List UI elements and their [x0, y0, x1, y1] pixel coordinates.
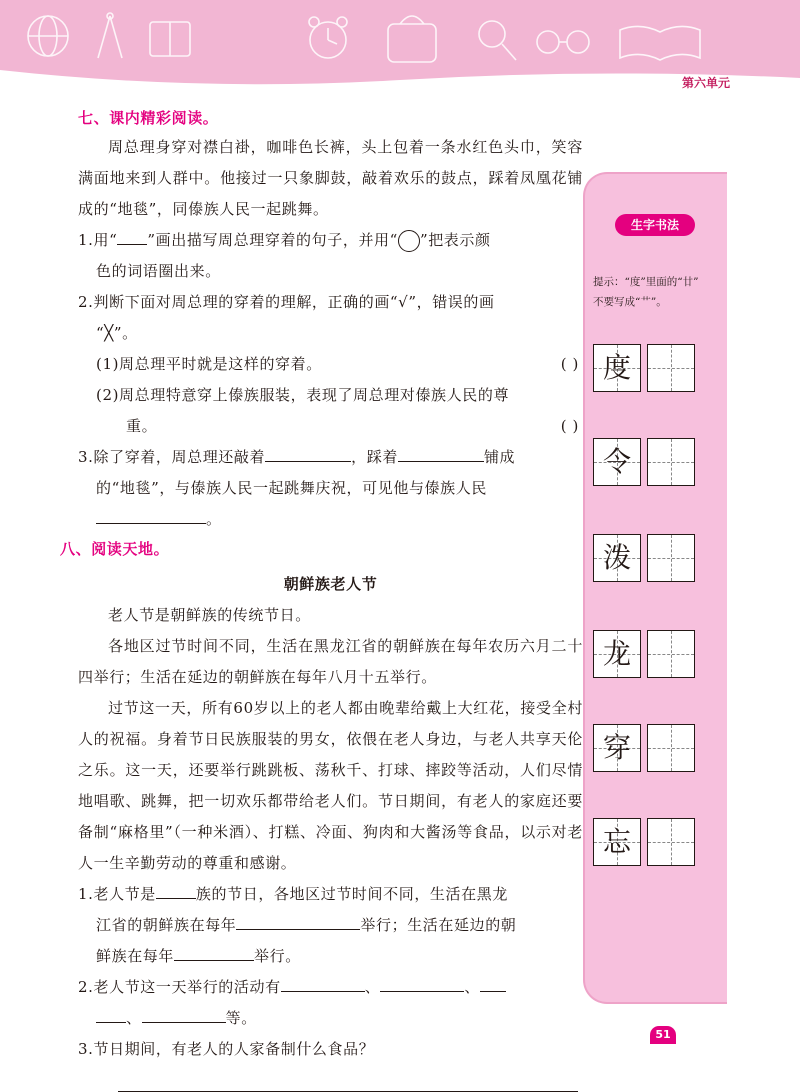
answer-blank[interactable]	[265, 443, 351, 462]
hint-line-1: 提示：“度”里面的“廿”	[593, 276, 699, 288]
article-title: 朝鲜族老人节	[283, 575, 378, 593]
article-paragraph: 过节这一天，所有60岁以上的老人都由晚辈给戴上大红花，接受全村人的祝福。身着节日民族服装的男女，依偎在老人身边，与老人共享天伦之乐。这一天，还要举行跳跳板、荡秋千、打球、摔跤等活动，人们尽情地唱歌、跳舞，把一切欢乐都带给老人们。节日期间，有老人的家庭还要备制“麻格里”（一种米酒）、打糕、冷面、狗肉和大酱汤等食品，以示对老人一生辛勤劳动的尊重和感谢。	[78, 699, 583, 872]
s7-q2-item-2-cont-text: 重。	[126, 417, 158, 435]
section-7-title: 七、课内精彩阅读。	[78, 109, 219, 127]
answer-blank[interactable]	[142, 1004, 226, 1023]
answer-line[interactable]	[118, 1065, 578, 1092]
s7-q3-text-b: ，踩着	[351, 448, 398, 466]
unit-label: 第六单元	[681, 76, 730, 90]
section-7-passage: 周总理身穿对襟白褂，咖啡色长裤，头上包着一条水红色头巾，笑容满面地来到人群中。他接过一只象脚鼓，敲着欢乐的鼓点，踩着凤凰花铺成的“地毯”，同傣族人民一起跳舞。	[78, 138, 583, 218]
model-char: 忘	[602, 825, 631, 858]
answer-blank[interactable]	[156, 880, 196, 899]
s7-q1-text-a: 1.用“	[78, 231, 118, 249]
s8-q1-text-a: 1.老人节是	[78, 885, 156, 903]
char-practice-row	[593, 630, 713, 680]
article-paragraph: 老人节是朝鲜族的传统节日。	[108, 606, 311, 624]
char-practice-row	[593, 534, 713, 584]
hint-line-2: 不要写成“艹”。	[593, 296, 667, 308]
globe-icon	[28, 16, 68, 56]
practice-cell[interactable]	[647, 344, 695, 392]
answer-blank[interactable]	[380, 973, 464, 992]
schoolbag-icon	[388, 16, 436, 62]
separator: 、	[364, 978, 381, 996]
s8-question-1	[78, 879, 583, 910]
s7-question-1	[78, 225, 583, 256]
main-content	[60, 104, 583, 1092]
model-char-cell	[593, 630, 641, 678]
s8-q1-text-d: 举行；生活在延边的朝	[360, 916, 517, 934]
separator: 、	[126, 1009, 142, 1027]
s7-q3-text-a: 3.除了穿着，周总理还敲着	[78, 448, 266, 466]
practice-cell[interactable]	[647, 818, 695, 866]
s8-question-3: 3.节日期间，有老人的人家备制什么食品？	[78, 1040, 375, 1058]
s7-q3-end-text: 。	[206, 510, 222, 528]
page-number: 51	[650, 1026, 676, 1044]
s8-q2-continued	[78, 1003, 583, 1034]
page-header	[0, 0, 800, 96]
answer-blank[interactable]	[480, 973, 506, 992]
answer-blank[interactable]	[236, 911, 360, 930]
s8-question-2	[78, 972, 583, 1003]
s7-q3-text-c: 铺成	[483, 448, 516, 466]
model-char-cell	[593, 724, 641, 772]
answer-blank[interactable]	[96, 1004, 126, 1023]
practice-cell[interactable]	[647, 630, 695, 678]
practice-cell[interactable]	[647, 724, 695, 772]
answer-blank[interactable]	[96, 505, 206, 524]
magnifier-icon	[479, 21, 516, 60]
separator: 、	[464, 978, 480, 996]
model-char: 令	[602, 445, 631, 478]
model-char-cell	[593, 818, 641, 866]
underline-symbol	[117, 226, 147, 245]
section-8-title: 八、阅读天地。	[60, 540, 170, 558]
s7-question-3	[78, 442, 583, 473]
char-practice-row	[593, 344, 713, 394]
model-char-cell	[593, 438, 641, 486]
model-char: 泼	[602, 541, 631, 574]
circle-symbol	[398, 230, 420, 252]
calligraphy-badge: 生字书法	[615, 214, 695, 236]
s7-q2-item-2: (2)周总理特意穿上傣族服装，表现了周总理对傣族人民的尊	[96, 386, 510, 404]
practice-cell[interactable]	[647, 534, 695, 582]
s8-q1-text-c: 江省的朝鲜族在每年	[96, 916, 237, 934]
alarm-clock-icon	[309, 17, 347, 58]
model-char-cell	[593, 534, 641, 582]
char-practice-row	[593, 438, 713, 488]
answer-blank[interactable]	[281, 973, 365, 992]
s7-q2-continued: “╳”。	[96, 324, 138, 342]
compass-icon	[98, 13, 122, 58]
char-practice-row	[593, 724, 713, 774]
open-book-icon	[620, 26, 700, 60]
answer-blank[interactable]	[174, 942, 254, 961]
model-char: 度	[602, 351, 631, 384]
model-char: 龙	[602, 637, 631, 670]
s8-q1-text-b: 族的节日，各地区过节时间不同，生活在黑龙	[195, 885, 508, 903]
practice-cell[interactable]	[647, 438, 695, 486]
glasses-icon	[537, 31, 589, 53]
char-practice-row	[593, 818, 713, 868]
s7-q2-item-1	[78, 349, 583, 380]
article-paragraph: 各地区过节时间不同，生活在黑龙江省的朝鲜族在每年农历六月二十四举行；生活在延边的朝鲜族在每年八月十五举行。	[78, 637, 583, 686]
s7-q2-item-1-text: (1)周总理平时就是这样的穿着。	[96, 355, 322, 373]
s7-q3-continued: 的“地毯”，与傣族人民一起跳舞庆祝，可见他与傣族人民	[96, 479, 487, 497]
s7-q1-text-b: ”画出描写周总理穿着的句子，并用“	[147, 231, 398, 249]
header-decoration	[0, 0, 800, 96]
s8-q1-continued	[78, 910, 583, 941]
s8-q2-end-text: 等。	[225, 1009, 257, 1027]
answer-paren[interactable]: ( )	[560, 417, 579, 435]
s7-question-2: 2.判断下面对周总理的穿着的理解，正确的画“√”，错误的画	[78, 293, 495, 311]
s8-q1-text-e: 鲜族在每年	[96, 947, 175, 965]
book-icon	[150, 22, 190, 56]
model-char-cell	[593, 344, 641, 392]
calligraphy-panel	[583, 172, 727, 1004]
model-char: 穿	[602, 731, 631, 764]
s8-q1-text-f: 举行。	[254, 947, 301, 965]
calligraphy-hint	[593, 272, 721, 312]
s8-q1-continued-2	[78, 941, 583, 972]
s7-q2-item-2-continued	[78, 411, 583, 442]
s8-q2-text-a: 2.老人节这一天举行的活动有	[78, 978, 281, 996]
s7-q1-continued: 色的词语圈出来。	[96, 262, 221, 280]
answer-blank[interactable]	[398, 443, 484, 462]
s7-q1-text-c: ”把表示颜	[419, 231, 491, 249]
s7-q3-end	[78, 504, 583, 535]
answer-paren[interactable]: ( )	[560, 355, 579, 373]
